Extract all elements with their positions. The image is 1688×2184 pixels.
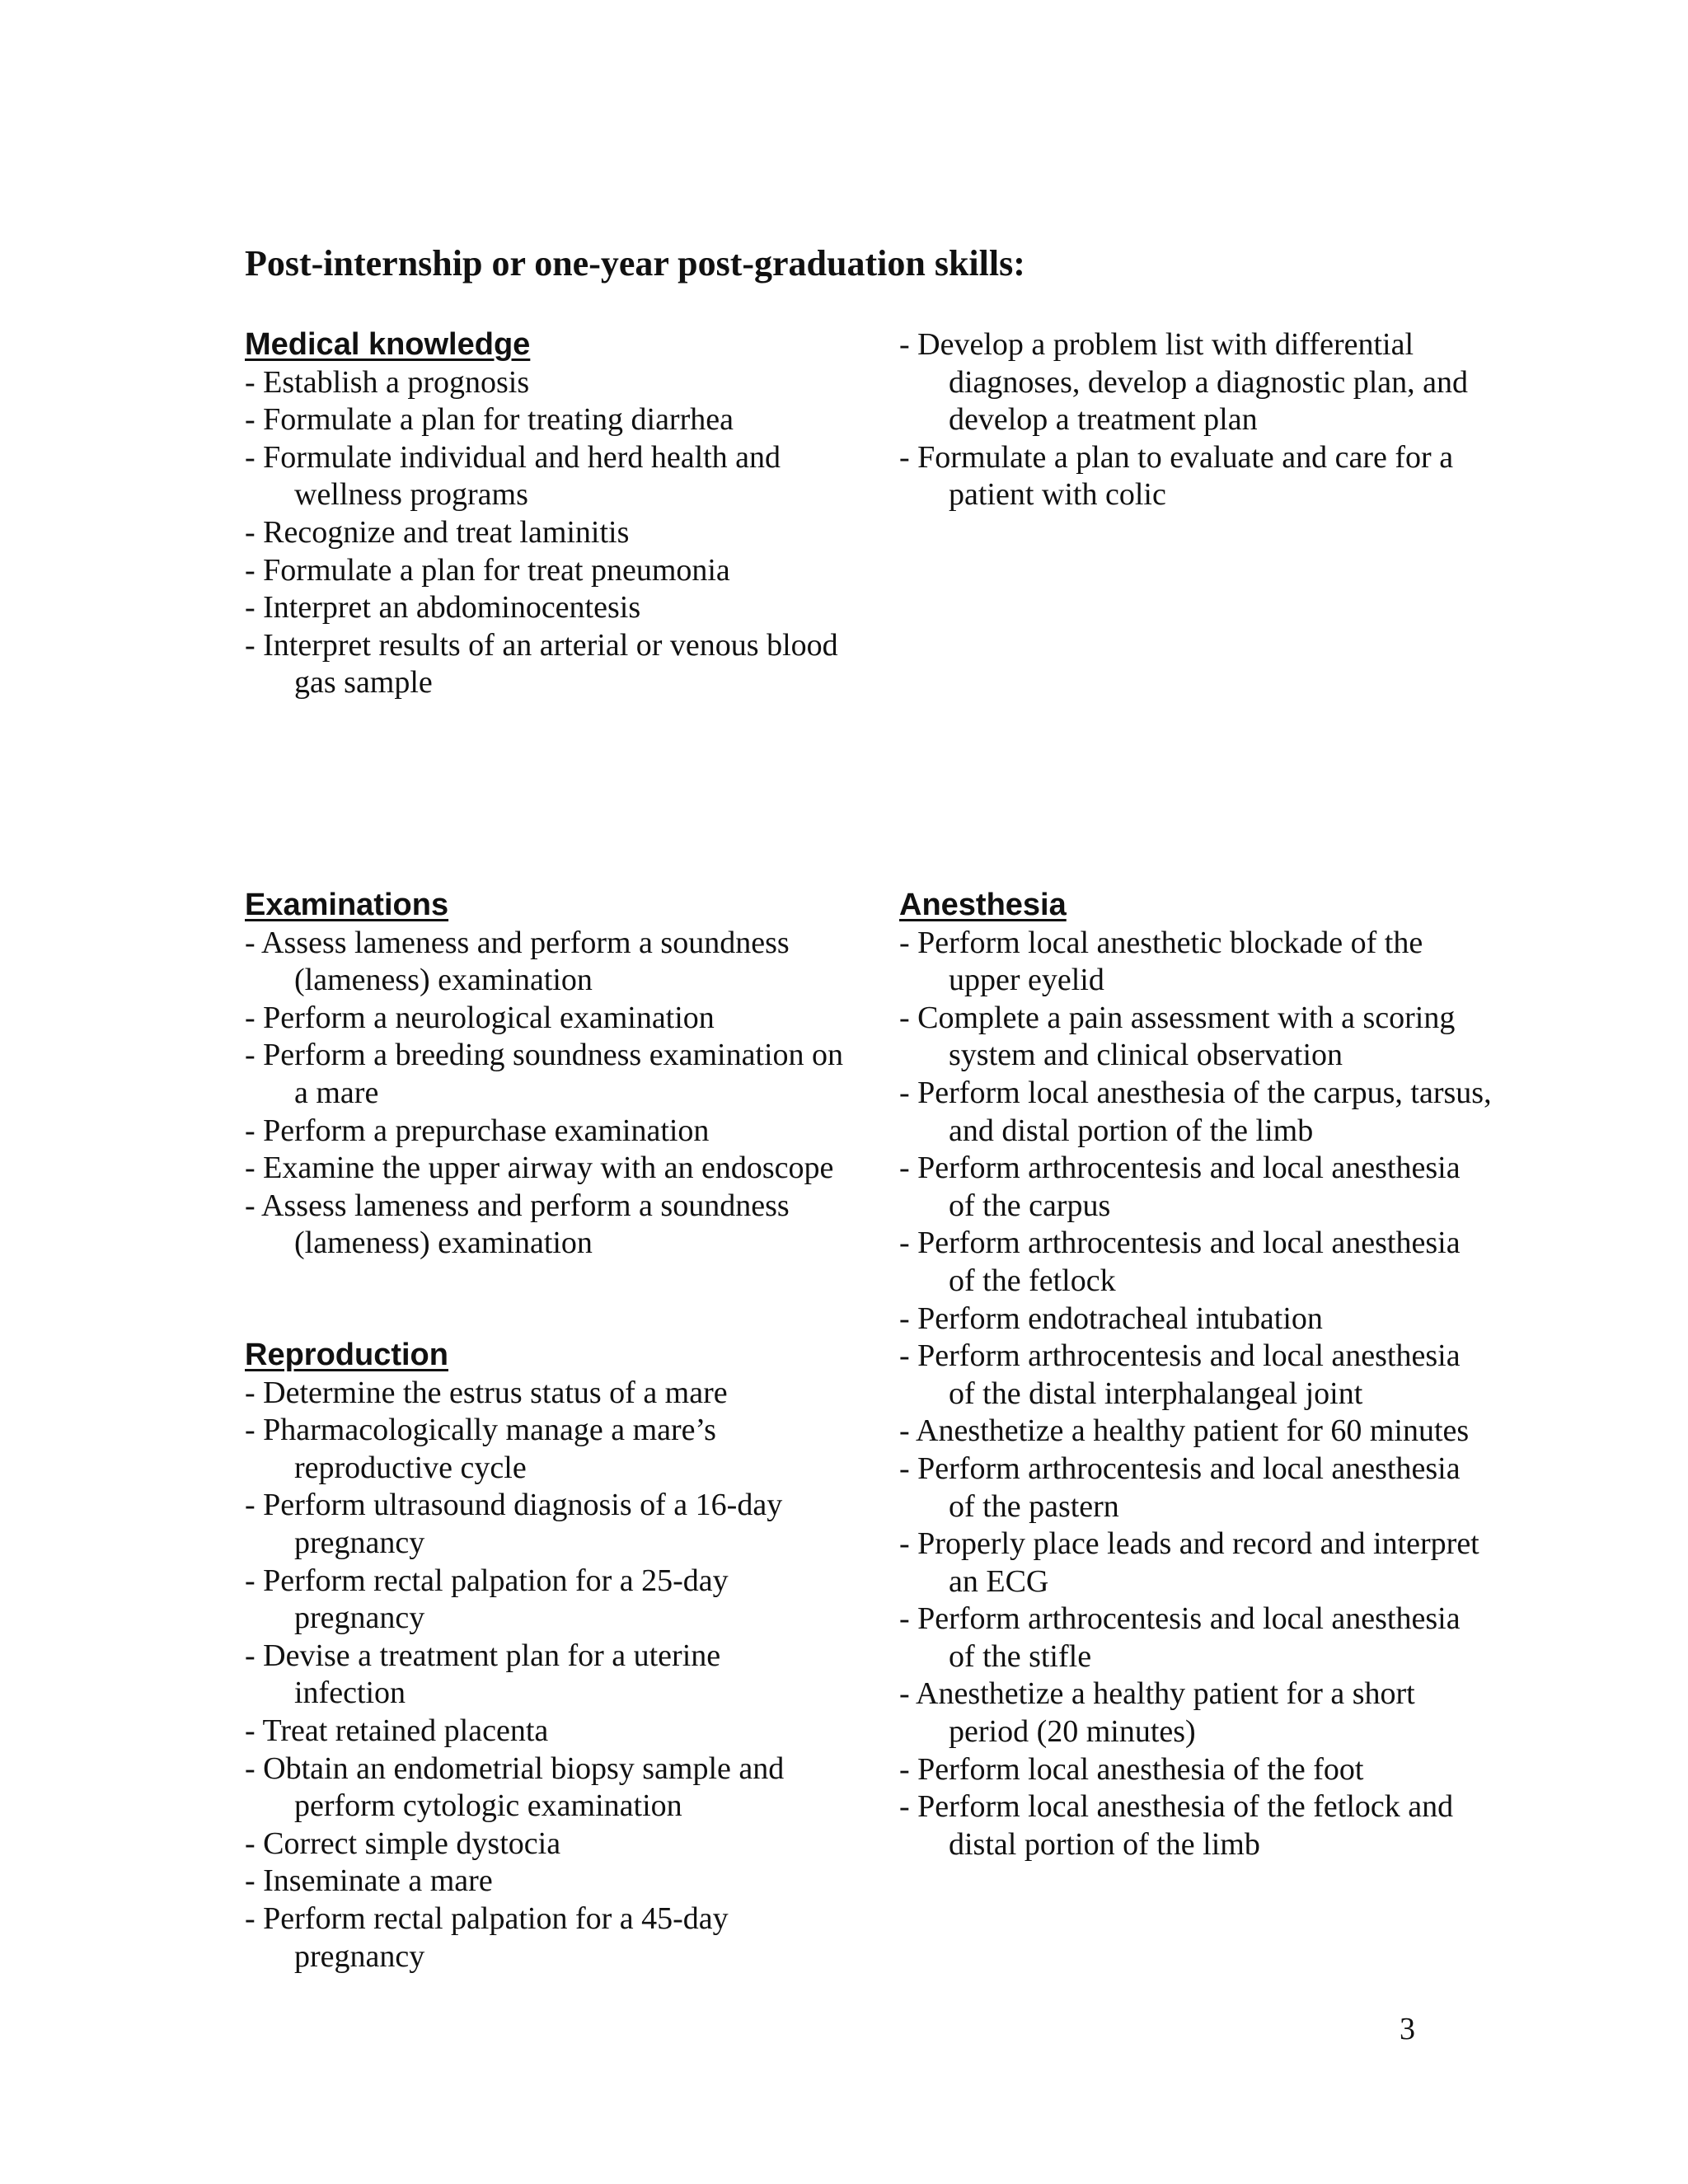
list-item: - Perform rectal palpation for a 25-day pregnancy — [245, 1563, 729, 1636]
list-item: - Assess lameness and perform a soundness (lameness) examination — [245, 1188, 790, 1261]
list-item: - Treat retained placenta — [245, 1713, 549, 1748]
list-item: - Perform local anesthetic blockade of the upper eyelid — [899, 925, 1423, 998]
list-item: - Perform arthrocentesis and local anesthesia of the stifle — [899, 1601, 1461, 1674]
list-item: - Obtain an endometrial biopsy sample and perform cytologic examination — [245, 1750, 785, 1824]
list-item: - Perform a prepurchase examination — [245, 1113, 710, 1148]
list-item: - Perform arthrocentesis and local anesthesia of the distal interphalangeal joint — [899, 1338, 1461, 1411]
list-item: - Formulate a plan for treating diarrhea — [245, 402, 734, 438]
section-examinations — [245, 887, 855, 1263]
list-item: - Anesthetize a healthy patient for 60 minutes — [899, 1413, 1470, 1449]
list-item: - Devise a treatment plan for a uterine infection — [245, 1638, 721, 1711]
anesthesia-list — [899, 925, 1493, 1864]
page-number: 3 — [1400, 2012, 1415, 2046]
list-item: - Perform endotracheal intubation — [899, 1301, 1323, 1336]
medical-knowledge-continued-list — [899, 326, 1476, 514]
list-item: - Perform local anesthesia of the carpus, tarsus, and distal portion of the limb — [899, 1075, 1492, 1148]
list-item: - Establish a prognosis — [245, 364, 530, 400]
section-heading-examinations: Examinations — [245, 888, 449, 922]
list-item: - Perform ultrasound diagnosis of a 16-day pregnancy — [245, 1488, 783, 1560]
list-item: - Anesthetize a healthy patient for a short period (20 minutes) — [899, 1676, 1415, 1750]
list-item: - Pharmacologically manage a mare’s reproductive cycle — [245, 1413, 716, 1485]
list-item: - Assess lameness and perform a soundness (lameness) examination — [245, 925, 790, 998]
list-item: - Inseminate a mare — [245, 1863, 493, 1899]
examinations-list — [245, 925, 855, 1263]
list-item: - Examine the upper airway with an endoscope — [245, 1151, 834, 1186]
section-medical-knowledge — [245, 326, 838, 702]
section-heading-anesthesia: Anesthesia — [899, 888, 1067, 922]
list-item: - Perform rectal palpation for a 45-day pregnancy — [245, 1900, 729, 1974]
section-medical-knowledge-continued — [899, 326, 1476, 514]
list-item: - Develop a problem list with differential diagnoses, develop a diagnostic plan, and develop a treatment plan — [899, 327, 1469, 438]
section-heading-medical-knowledge: Medical knowledge — [245, 327, 531, 362]
list-item: - Perform arthrocentesis and local anesthesia of the fetlock — [899, 1226, 1461, 1298]
section-anesthesia — [899, 887, 1493, 1863]
medical-knowledge-list — [245, 364, 838, 702]
page-title: Post-internship or one-year post-graduation skills: — [245, 243, 1025, 284]
list-item: - Properly place leads and record and interpret an ECG — [899, 1526, 1479, 1599]
list-item: - Perform local anesthesia of the fetlock and distal portion of the limb — [899, 1789, 1454, 1862]
list-item: - Interpret an abdominocentesis — [245, 590, 641, 626]
list-item: - Perform arthrocentesis and local anesthesia of the carpus — [899, 1151, 1461, 1223]
list-item: - Perform local anesthesia of the foot — [899, 1751, 1364, 1787]
section-heading-reproduction: Reproduction — [245, 1338, 448, 1372]
section-reproduction — [245, 1337, 838, 1975]
list-item: - Perform a breeding soundness examination on a mare — [245, 1038, 844, 1110]
list-item: - Interpret results of an arterial or venous blood gas sample — [245, 627, 838, 701]
list-item: - Correct simple dystocia — [245, 1825, 561, 1861]
list-item: - Formulate a plan for treat pneumonia — [245, 552, 730, 588]
list-item: - Formulate individual and herd health and wellness programs — [245, 439, 781, 513]
list-item: - Complete a pain assessment with a scoring system and clinical observation — [899, 1000, 1456, 1073]
list-item: - Formulate a plan to evaluate and care for a patient with colic — [899, 439, 1454, 513]
list-item: - Perform a neurological examination — [245, 1000, 715, 1035]
list-item: - Determine the estrus status of a mare — [245, 1375, 728, 1410]
list-item: - Recognize and treat laminitis — [245, 514, 630, 550]
reproduction-list — [245, 1375, 838, 1976]
list-item: - Perform arthrocentesis and local anesthesia of the pastern — [899, 1451, 1461, 1524]
